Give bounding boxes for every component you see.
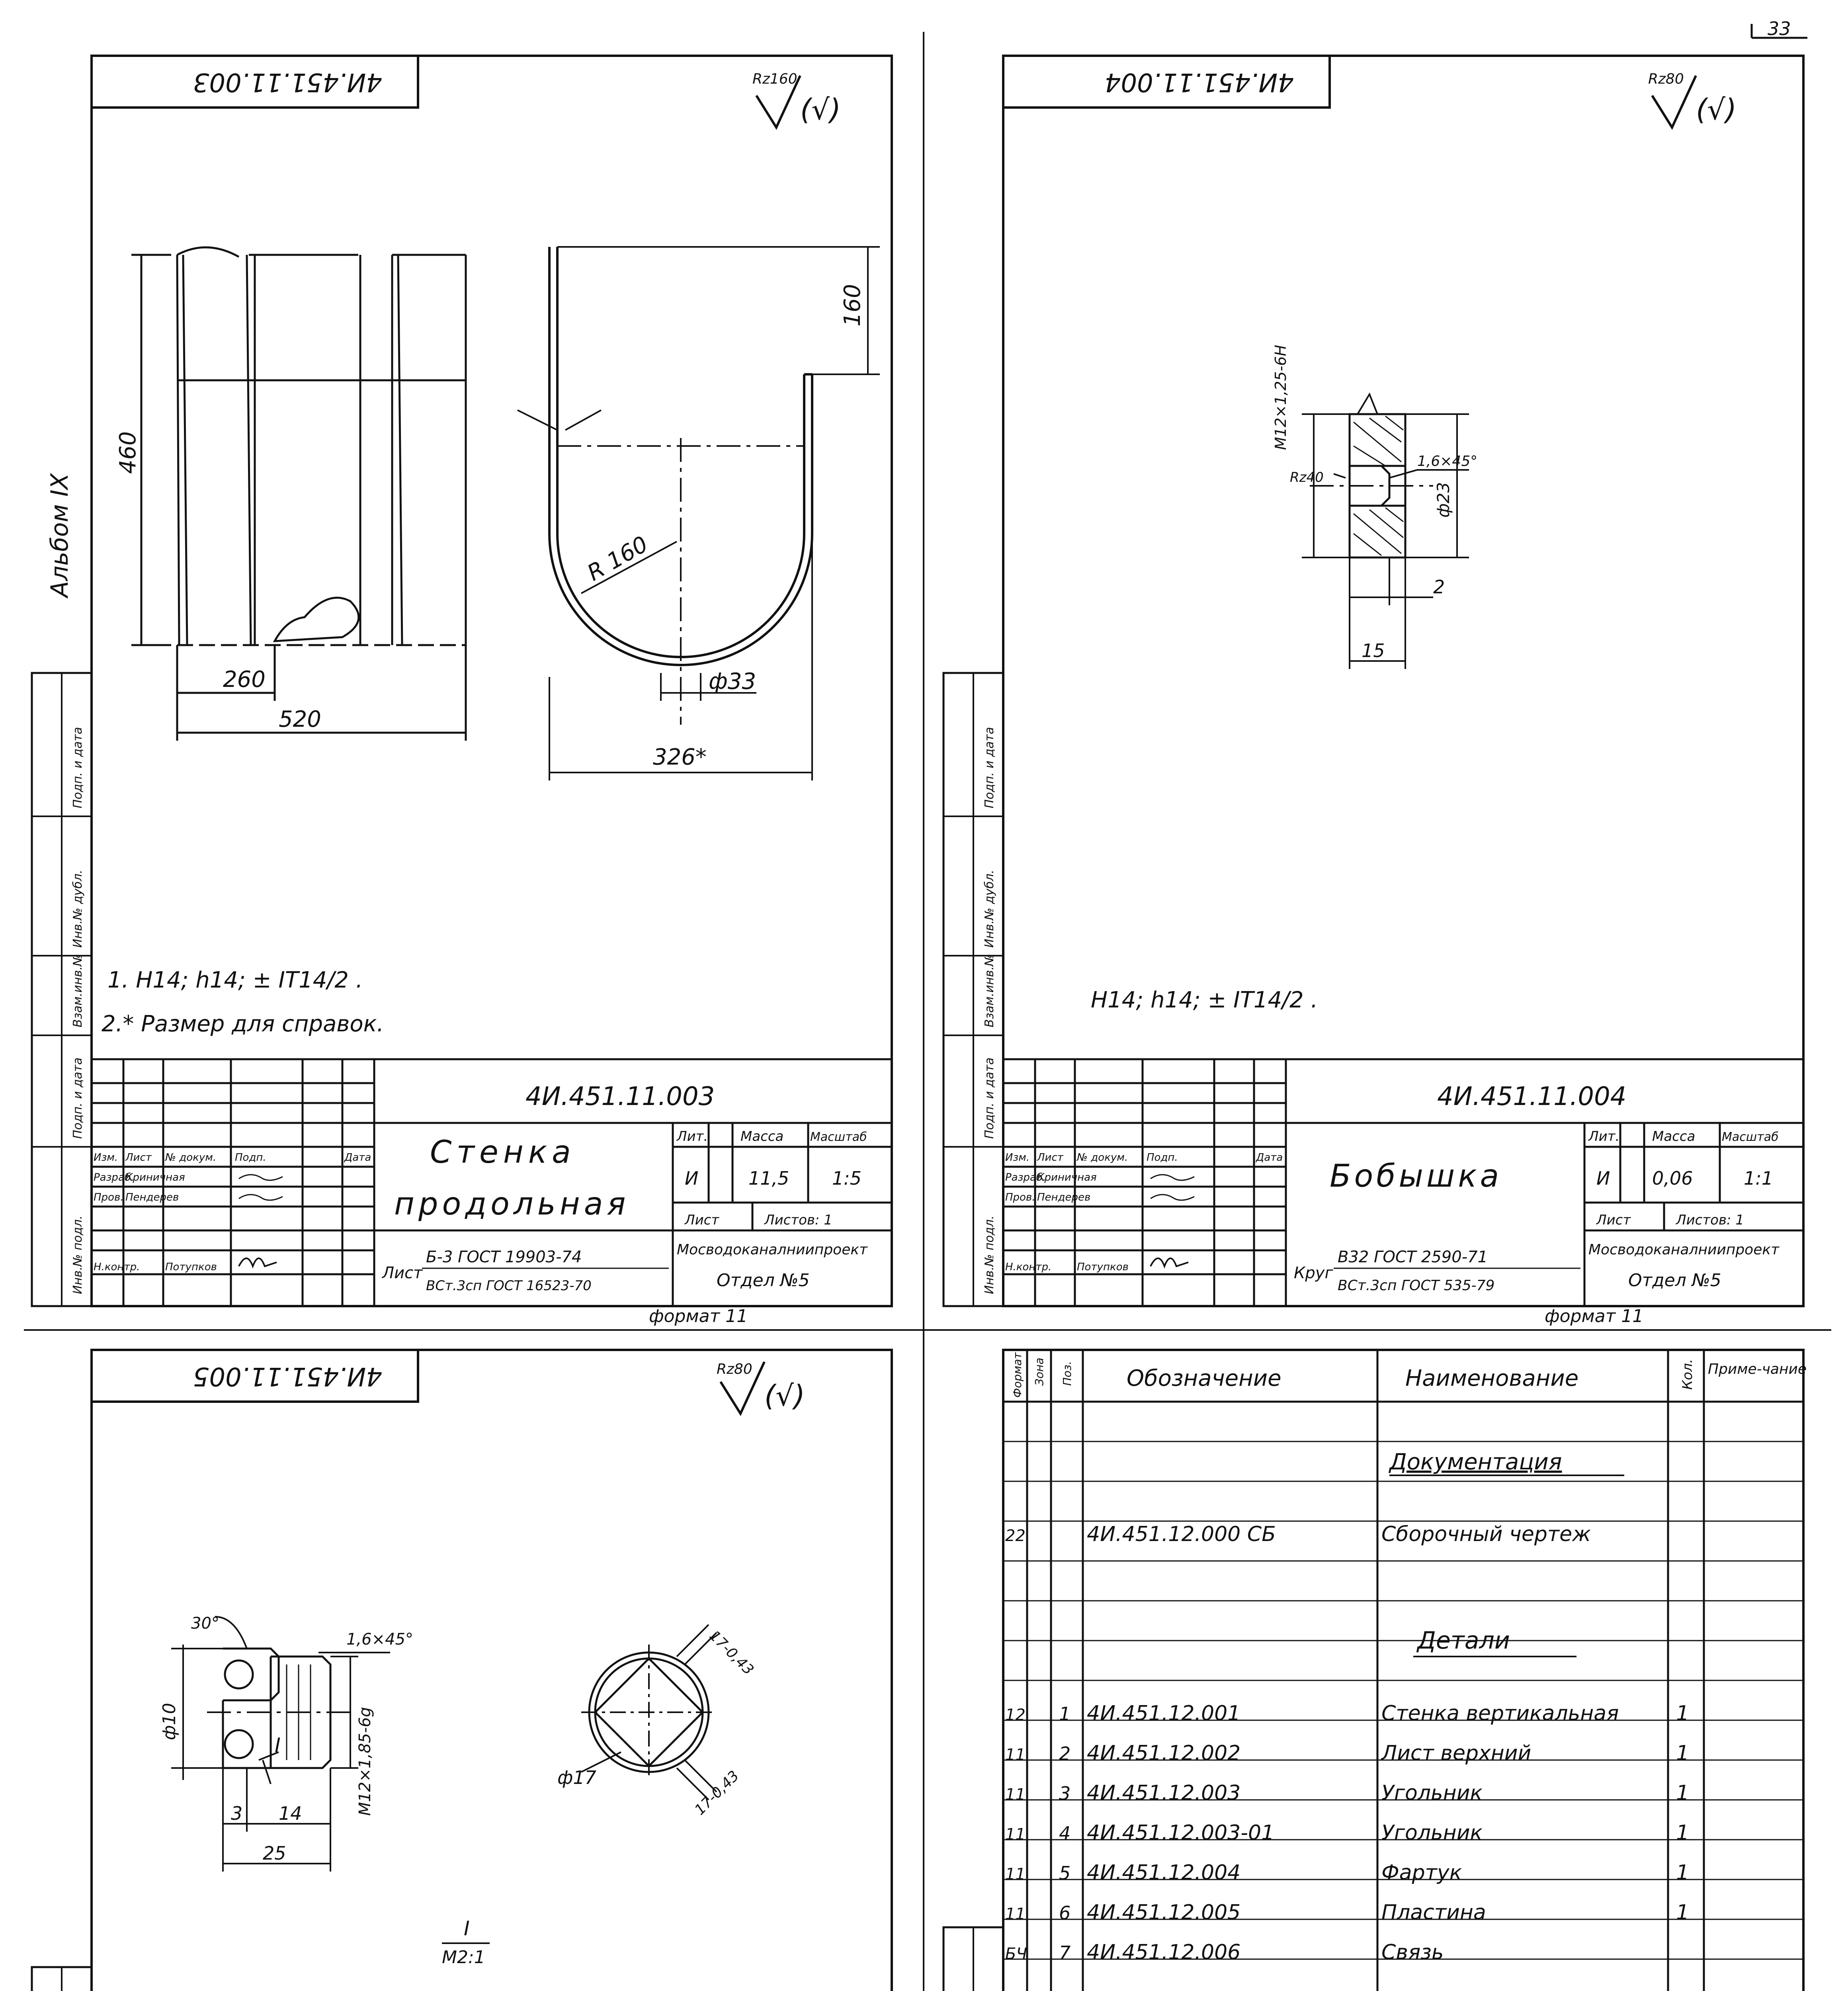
dim-s17b: 17-0,43 — [692, 1768, 742, 1819]
spec-row-pos: 6 — [1059, 1902, 1071, 1924]
roughness-value-3: Rz80 — [717, 1361, 752, 1377]
nkontr-name: Потупков — [165, 1261, 217, 1273]
material-bottom: ВСт.3сп ГОСТ 16523-70 — [426, 1278, 592, 1294]
top-stamp-number-3: 4И.451.11.005 — [193, 1361, 382, 1391]
dim-chamfer-3: 1,6×45° — [346, 1630, 414, 1649]
spec-row-pos: 4 — [1059, 1823, 1071, 1844]
spec-row-fmt: 22 — [1005, 1527, 1026, 1545]
spec-row-fmt: БЧ — [1005, 1945, 1027, 1963]
stamp-number: 4И.451.11.003 — [525, 1082, 715, 1111]
label-razrab-2: Разраб. — [1005, 1172, 1046, 1183]
spec-row-fmt: 11 — [1005, 1746, 1026, 1764]
note-1: 1. H14; h14; ± IT14/2 . — [107, 967, 363, 993]
roughness-value: Rz160 — [752, 71, 797, 87]
signature-krinichnaya-2 — [1151, 1175, 1194, 1180]
spec-row-qty: 1 — [1676, 1901, 1690, 1925]
label-izm: Изм. — [94, 1152, 118, 1164]
side-label-inv: Инв.№ подл. — [71, 1215, 85, 1294]
lit-value: И — [685, 1168, 699, 1189]
section-docs: Документация — [1389, 1449, 1562, 1475]
drawing-probka — [32, 1350, 892, 1991]
mass-value: 11,5 — [748, 1168, 789, 1189]
dim-14: 14 — [279, 1803, 302, 1824]
drawing-bobyshka — [944, 56, 1803, 1326]
side-label-vzam-2: Взам.инв.№ — [983, 954, 996, 1027]
spec-row-code: 4И.451.12.004 — [1087, 1861, 1241, 1885]
signature-potupkov — [239, 1258, 277, 1266]
spec-header-pos: Поз. — [1061, 1361, 1074, 1386]
dim-260: 260 — [223, 667, 266, 692]
spec-row-pos: 5 — [1059, 1862, 1071, 1884]
prov-name-2: Пендерев — [1037, 1191, 1091, 1203]
label-nkontr: Н.контр. — [94, 1261, 140, 1273]
spec-row-pos: 7 — [1059, 1942, 1071, 1964]
label-list-2: Лист — [1037, 1152, 1063, 1164]
spec-row-pos: 3 — [1059, 1783, 1071, 1804]
label-massa: Масса — [740, 1128, 784, 1144]
mark-i: I — [275, 1734, 281, 1757]
sheets-count-2: Листов: 1 — [1676, 1212, 1744, 1228]
side-label-podp: Подп. и дата — [71, 1057, 85, 1139]
label-izm-2: Изм. — [1005, 1152, 1030, 1164]
dim-25: 25 — [263, 1842, 286, 1864]
dim-thread-3: M12×1,85-6g — [356, 1707, 374, 1816]
label-podp: Подп. — [235, 1152, 266, 1164]
spec-row-qty: 1 — [1676, 1702, 1690, 1725]
dim-326: 326* — [653, 744, 707, 770]
drawing-stenka-prodolnaya — [32, 56, 892, 1326]
label-lit: Лит. — [677, 1128, 708, 1144]
view-label: I — [464, 1917, 470, 1940]
material-top-2: В32 ГОСТ 2590-71 — [1338, 1248, 1488, 1266]
label-prov: Пров. — [94, 1191, 124, 1203]
roughness-note-2: (√) — [1696, 93, 1737, 126]
org-name-2: Мосводоканалниипроект — [1588, 1242, 1780, 1258]
dim-phi17: ф17 — [557, 1767, 596, 1788]
material-prefix-2: Круг — [1294, 1264, 1333, 1282]
page-number: 33 — [1768, 18, 1791, 39]
razrab-name: Криничная — [125, 1172, 185, 1183]
label-masshtab: Масштаб — [810, 1130, 867, 1144]
format-label: формат 11 — [649, 1306, 748, 1326]
spec-row-name: Фартук — [1381, 1861, 1462, 1885]
spec-row-code: 4И.451.12.003-01 — [1087, 1821, 1275, 1845]
dept-name: Отдел №5 — [717, 1270, 810, 1291]
lit-value-2: И — [1596, 1168, 1610, 1189]
spec-row-name: Связь — [1381, 1940, 1444, 1964]
spec-row-name: Угольник — [1381, 1781, 1483, 1805]
spec-row-code: 4И.451.12.006 — [1087, 1940, 1241, 1964]
label-razrab: Разраб. — [94, 1172, 135, 1183]
title-line2: продольная — [394, 1186, 630, 1222]
spec-row-qty: 1 — [1676, 1821, 1690, 1845]
label-sheet: Лист — [685, 1212, 719, 1228]
roughness-value-2: Rz80 — [1648, 71, 1684, 87]
side-label-podp2: Подп. и дата — [71, 727, 85, 808]
side-label-dubl-2: Инв.№ дубл. — [983, 870, 996, 948]
label-masshtab-2: Масштаб — [1722, 1130, 1779, 1144]
dim-chamfer: 1,6×45° — [1417, 453, 1478, 469]
dim-rz40: Rz40 — [1290, 469, 1324, 485]
scale-value-2: 1:1 — [1744, 1168, 1774, 1189]
spec-row-name: Сборочный чертеж — [1381, 1522, 1591, 1546]
mass-value-2: 0,06 — [1652, 1168, 1693, 1189]
label-nkontr-2: Н.контр. — [1005, 1261, 1052, 1273]
note-2: 2.* Размер для справок. — [102, 1011, 384, 1037]
nkontr-name-2: Потупков — [1077, 1261, 1129, 1273]
dim-thread: M12×1,25-6H — [1272, 344, 1289, 450]
dim-15: 15 — [1362, 640, 1385, 661]
spec-header-note: Приме-чание — [1708, 1361, 1807, 1377]
spec-row-pos: 1 — [1059, 1703, 1071, 1725]
album-label: Альбом IX — [46, 473, 74, 597]
top-stamp-number-2: 4И.451.11.004 — [1104, 67, 1294, 97]
side-label-vzam: Взам.инв.№ — [71, 954, 85, 1027]
roughness-note-3: (√) — [764, 1379, 805, 1412]
dim-phi33: ф33 — [709, 669, 756, 694]
sheets-count: Листов: 1 — [764, 1212, 832, 1228]
label-massa-2: Масса — [1652, 1128, 1696, 1144]
dim-460: 460 — [115, 431, 141, 474]
scale-value: 1:5 — [832, 1168, 862, 1189]
dim-30deg: 30° — [191, 1614, 219, 1633]
material-bottom-2: ВСт.3сп ГОСТ 535-79 — [1338, 1277, 1495, 1294]
dim-3: 3 — [231, 1803, 243, 1824]
spec-row-fmt: 11 — [1005, 1905, 1026, 1923]
label-data: Дата — [344, 1152, 371, 1164]
section-parts: Детали — [1417, 1627, 1510, 1655]
spec-header-code: Обозначение — [1127, 1365, 1281, 1391]
dim-phi23: ф23 — [1434, 482, 1453, 518]
roughness-note: (√) — [800, 93, 841, 126]
label-prov-2: Пров. — [1005, 1191, 1035, 1203]
spec-header-qty: Кол. — [1680, 1359, 1696, 1390]
label-ndoc: № докум. — [165, 1152, 217, 1164]
signature-penderev — [239, 1195, 283, 1200]
spec-row-fmt: 11 — [1005, 1825, 1026, 1844]
title-line1-2: Бобышка — [1330, 1158, 1502, 1194]
spec-row-code: 4И.451.12.005 — [1087, 1901, 1241, 1925]
top-stamp-number: 4И.451.11.003 — [193, 67, 382, 97]
dim-160: 160 — [840, 284, 865, 327]
label-lit-2: Лит. — [1588, 1128, 1620, 1144]
side-label-podp2-2: Подп. и дата — [983, 727, 996, 808]
signature-potupkov-2 — [1151, 1258, 1188, 1266]
material-top: Б-3 ГОСТ 19903-74 — [426, 1248, 582, 1266]
spec-row-name: Стенка вертикальная — [1381, 1702, 1619, 1725]
spec-row-code: 4И.451.12.002 — [1087, 1741, 1241, 1765]
dim-r160: R 160 — [583, 531, 652, 587]
razrab-name-2: Криничная — [1037, 1172, 1097, 1183]
spec-row-qty: 1 — [1676, 1861, 1690, 1885]
label-data-2: Дата — [1256, 1152, 1283, 1164]
dim-520: 520 — [279, 706, 321, 732]
label-sheet-2: Лист — [1596, 1212, 1631, 1228]
spec-row-code: 4И.451.12.000 СБ — [1087, 1522, 1276, 1546]
org-name: Мосводоканалниипроект — [677, 1242, 868, 1258]
spec-row-fmt: 11 — [1005, 1865, 1026, 1883]
spec-row-pos: 2 — [1059, 1743, 1071, 1764]
spec-row-name: Пластина — [1381, 1901, 1486, 1925]
side-label-inv-2: Инв.№ подл. — [983, 1215, 996, 1294]
dept-name-2: Отдел №5 — [1628, 1270, 1721, 1291]
title-line1: Стенка — [430, 1134, 576, 1170]
spec-row-name: Угольник — [1381, 1821, 1483, 1845]
view-scale: M2:1 — [442, 1947, 485, 1968]
signature-krinichnaya — [239, 1175, 283, 1180]
signature-penderev-2 — [1151, 1195, 1194, 1200]
side-label-podp-2: Подп. и дата — [983, 1057, 996, 1139]
spec-row-code: 4И.451.12.001 — [1087, 1702, 1241, 1725]
specification-table — [944, 1350, 1807, 1991]
dim-2: 2 — [1433, 576, 1445, 598]
stamp-number-2: 4И.451.11.004 — [1437, 1082, 1627, 1111]
label-ndoc-2: № докум. — [1077, 1152, 1128, 1164]
format-label-2: формат 11 — [1545, 1306, 1644, 1326]
spec-row-qty: 1 — [1676, 1741, 1690, 1765]
spec-header-name: Наименование — [1405, 1365, 1579, 1391]
label-podp-2: Подп. — [1147, 1152, 1178, 1164]
spec-row-qty: 1 — [1676, 1781, 1690, 1805]
spec-header-format: Формат — [1011, 1352, 1024, 1398]
label-list: Лист — [125, 1152, 152, 1164]
spec-row-name: Лист верхний — [1381, 1741, 1532, 1765]
spec-row-code: 4И.451.12.003 — [1087, 1781, 1241, 1805]
spec-row-fmt: 12 — [1005, 1706, 1026, 1724]
material-prefix: Лист — [382, 1264, 423, 1282]
note-1-2: H14; h14; ± IT14/2 . — [1091, 987, 1318, 1013]
dim-s17a: 17-0,43 — [706, 1627, 757, 1678]
prov-name: Пендерев — [125, 1191, 179, 1203]
spec-row-fmt: 11 — [1005, 1786, 1026, 1804]
side-label-dubl: Инв.№ дубл. — [71, 870, 85, 948]
dim-phi10: ф10 — [159, 1703, 180, 1740]
spec-header-zone: Зона — [1033, 1357, 1046, 1386]
